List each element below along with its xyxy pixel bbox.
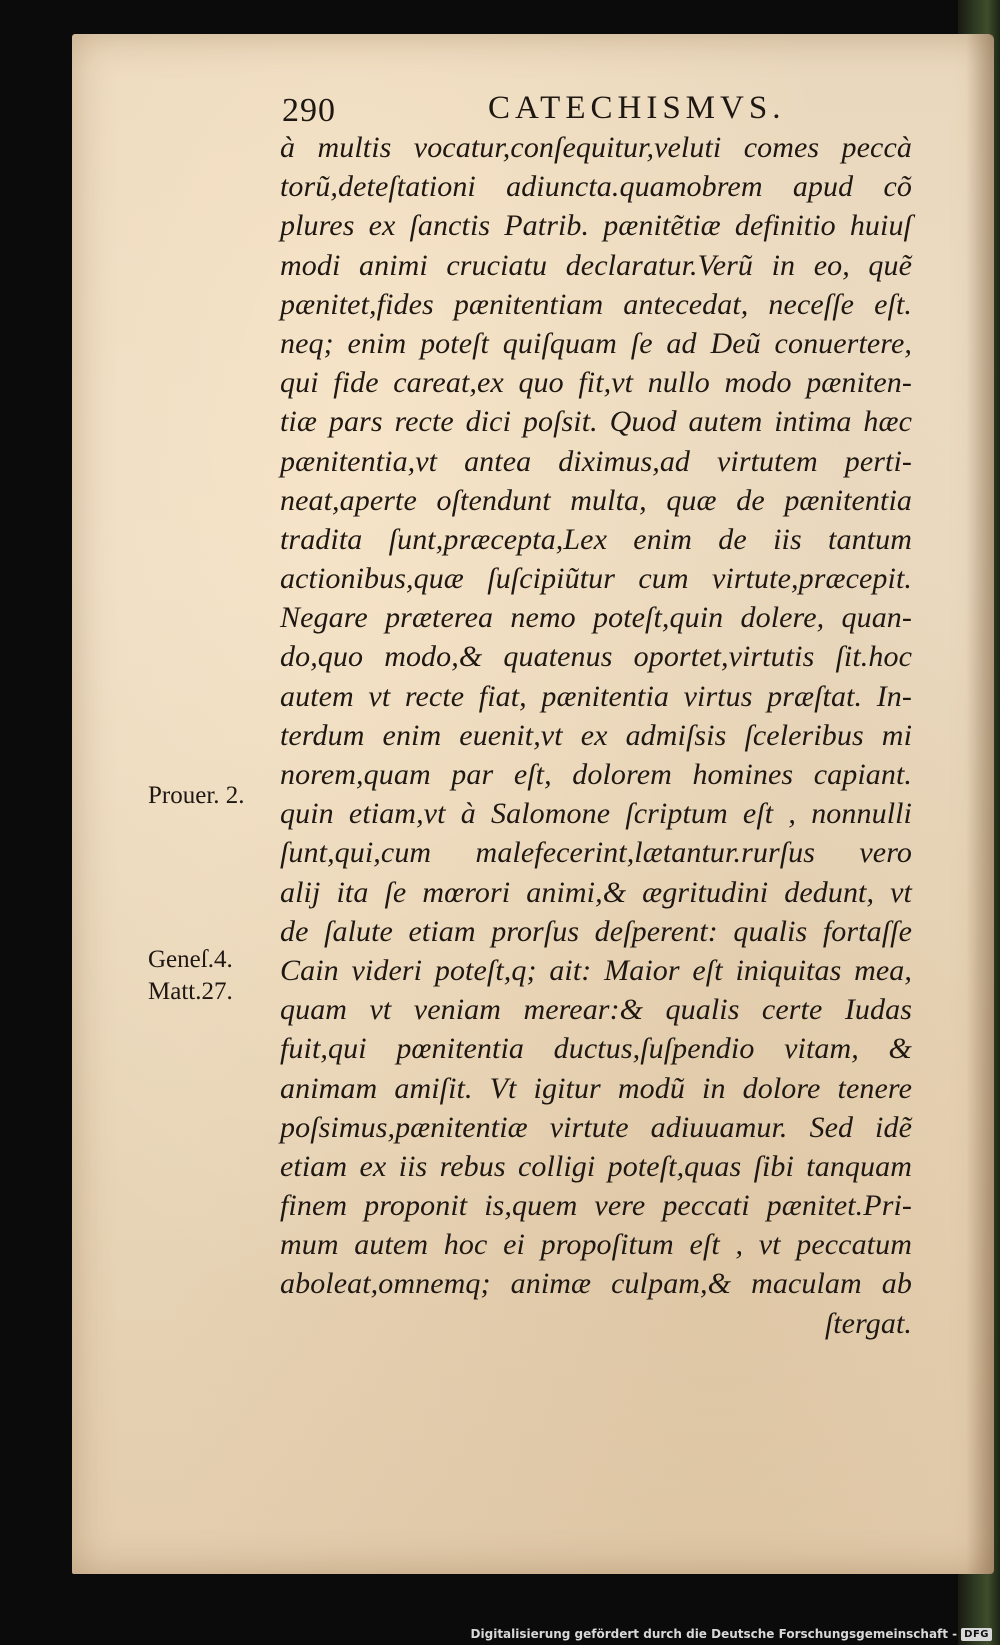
text-line: actionibus,quæ ſuſcipiũtur cum virtute,præcepit. [280,562,912,596]
digitization-footer [471,1627,992,1641]
text-line: tiæ pars recte dici poſsit. Quod autem intima hæc [280,405,912,439]
body-text [280,128,912,1343]
text-line: aboleat,omnemq; animæ culpam,& maculam ab [280,1267,912,1301]
text-line: à multis vocatur,conſequitur,veluti comes peccà [280,131,912,164]
text-line: finem proponit is,quem vere peccati pænitet.Pri- [280,1189,912,1223]
text-line: norem,quam par eſt, dolorem homines capiant. [280,758,912,791]
text-line: ſtergat. [824,1306,912,1340]
text-line: torũ,deteſtationi adiuncta.quamobrem apud cõ [280,170,912,204]
text-line: alij ita ſe mœrori animi,& ægritudini dedunt, vt [280,875,912,909]
footer-text: Digitalisierung gefördert durch die Deutsche Forschungsgemeinschaft - [470,1627,958,1641]
text-line: Negare præterea nemo poteſt,quin dolere, quan- [280,601,912,635]
text-line: neat,aperte oſtendunt multa, quæ de pænitentia [280,483,912,517]
text-line: quam vt veniam merear:& qualis certe Iudas [280,993,912,1027]
text-line: animam amiſit. Vt igitur modũ in dolore tenere [280,1071,912,1105]
margin-note-prouer: Prouer. 2. [148,782,245,809]
text-line: pænitet,fides pænitentiam antecedat, neceſſe eſt. [280,287,912,321]
page-number: 290 [282,92,336,129]
dfg-logo: DFG [961,1628,992,1641]
text-line: terdum enim euenit,vt ex admiſsis ſceleribus mi [280,718,912,752]
margin-note-genes: Geneſ.4. [148,946,233,973]
text-line: modi animi cruciatu declaratur.Verũ in eo, quẽ [280,248,912,282]
header-title: CATECHISMVS. [488,90,786,126]
text-line: do,quo modo,& quatenus oportet,virtutis ſit.hoc [280,640,912,674]
text-line: qui fide careat,ex quo fit,vt nullo modo pæniten- [280,366,912,400]
text-line: ſunt,qui,cum malefecerint,lætantur.rurſus vero [280,836,912,870]
text-line: plures ex ſanctis Patrib. pænitẽtiæ definitio huiuſ [280,209,912,243]
text-line: mum autem hoc ei propoſitum eſt , vt peccatum [280,1228,912,1262]
text-line: tradita ſunt,præcepta,Lex enim de iis tantum [280,522,912,556]
text-line: de ſalute etiam prorſus deſperent: qualis fortaſſe [280,914,912,948]
book-page [72,34,994,1574]
text-line: poſsimus,pænitentiæ virtute adiuuamur. Sed idẽ [280,1110,912,1144]
margin-note-matt: Matt.27. [148,978,233,1005]
text-line: autem vt recte fiat, pænitentia virtus præſtat. In- [280,679,912,713]
text-line: Cain videri poteſt,q; ait: Maior eſt iniquitas mea, [280,953,912,987]
text-line: neq; enim poteſt quiſquam ſe ad Deũ conuertere, [280,326,912,360]
text-line: etiam ex iis rebus colligi poteſt,quas ſibi tanquam [280,1149,912,1183]
text-line: fuit,qui pœnitentia ductus,ſuſpendio vitam, & [280,1032,912,1066]
text-line: quin etiam,vt à Salomone ſcriptum eſt , nonnulli [280,797,912,831]
text-line: pænitentia,vt antea diximus,ad virtutem perti- [280,444,912,478]
